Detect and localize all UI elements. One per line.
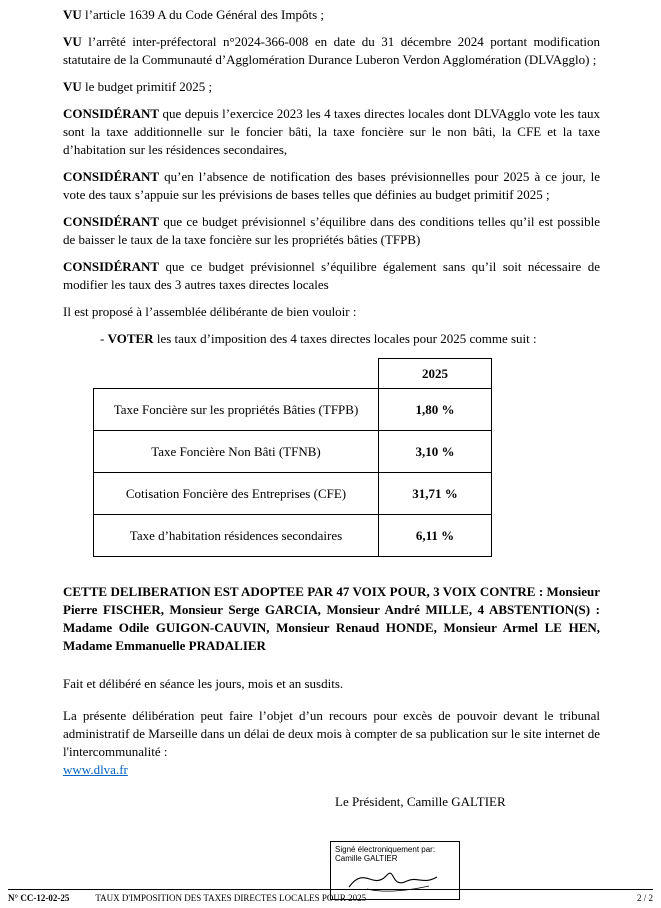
considerant-text: qu’en l’absence de notification des bases prévisionnelles pour 2025 à ce jour, le vote des taux s’appuie sur les prévisions de bases telles que définies au budget primitif 2025 ; xyxy=(63,169,600,202)
table-row xyxy=(94,515,492,557)
recours-paragraph: La présente délibération peut faire l’objet d’un recours pour excès de pouvoir devant le tribunal administratif de Marseille dans un délai de deux mois à compter de sa publication sur le site internet de l'intercommunalité : xyxy=(63,708,600,759)
proposal-line: Il est proposé à l’assemblée délibérante de bien vouloir : xyxy=(63,304,357,319)
footer-reference-number: N° CC-12-02-25 xyxy=(8,893,70,903)
considerant-paragraph-3 xyxy=(63,213,600,249)
considerant-lead: CONSIDÉRANT xyxy=(63,169,160,184)
tax-value: 3,10 % xyxy=(379,431,492,473)
vu-paragraph-2 xyxy=(63,33,600,69)
considerant-text: que ce budget prévisionnel s’équilibre dans des conditions telles qu’il est possible de baisser le taux de la taxe foncière sur les propriétés bâties (TFPB) xyxy=(63,214,600,247)
fait-line: Fait et délibéré en séance les jours, mois et an susdits. xyxy=(63,676,344,691)
tax-label: Taxe Foncière Non Bâti (TFNB) xyxy=(94,431,379,473)
voter-dash: - xyxy=(100,331,108,346)
adoption-paragraph: CETTE DELIBERATION EST ADOPTEE PAR 47 VOIX POUR, 3 VOIX CONTRE : Monsieur Pierre FISCHER, Monsieur Serge GARCIA, Monsieur André MILLE, 4 ABSTENTION(S) : Madame Odile GUIGON-CAUVIN, Monsieur Renaud HONDE, Monsieur Armel LE HEN, Madame Emmanuelle PRADALIER xyxy=(63,584,600,653)
considerant-paragraph-1 xyxy=(63,105,600,159)
table-header-spacer xyxy=(94,359,379,389)
voter-lead: VOTER xyxy=(107,331,154,346)
tax-label: Taxe d’habitation résidences secondaires xyxy=(94,515,379,557)
vu-lead: VU xyxy=(63,7,82,22)
vu-paragraph-3 xyxy=(63,78,600,96)
tax-value: 1,80 % xyxy=(379,389,492,431)
page-footer xyxy=(8,889,653,904)
vu-text: le budget primitif 2025 ; xyxy=(81,79,213,94)
tax-label: Taxe Foncière sur les propriétés Bâties (TFPB) xyxy=(94,389,379,431)
considerant-text: que depuis l’exercice 2023 les 4 taxes directes locales dont DLVAgglo vote les taux sont la taxe additionnelle sur le foncier bâti, la taxe foncière sur le non bâti, la CFE et la taxe d’habitation sur les résidences secondaires, xyxy=(63,106,600,157)
vu-text: l’arrêté inter-préfectoral n°2024-366-008 en date du 31 décembre 2024 portant modification statutaire de la Communauté d’Agglomération Durance Luberon Verdon Agglomération (DLVAgglo) ; xyxy=(63,34,600,67)
signature-name: Camille GALTIER xyxy=(335,854,398,863)
footer-page-number: 2 / 2 xyxy=(636,893,653,903)
table-row xyxy=(94,389,492,431)
tax-value: 31,71 % xyxy=(379,473,492,515)
signature-caption: Signé électroniquement par: xyxy=(335,845,436,854)
dlva-link[interactable]: www.dlva.fr xyxy=(63,762,128,777)
table-row xyxy=(94,473,492,515)
tax-label: Cotisation Foncière des Entreprises (CFE) xyxy=(94,473,379,515)
tax-rates-table xyxy=(93,358,492,557)
vu-lead: VU xyxy=(63,34,82,49)
president-line: Le Président, Camille GALTIER xyxy=(335,794,506,809)
table-header-row xyxy=(94,359,492,389)
vu-text: l’article 1639 A du Code Général des Impôts ; xyxy=(81,7,325,22)
vu-lead: VU xyxy=(63,79,82,94)
voter-text: les taux d’imposition des 4 taxes directes locales pour 2025 comme suit : xyxy=(153,331,537,346)
table-year-header: 2025 xyxy=(379,359,492,389)
tax-value: 6,11 % xyxy=(379,515,492,557)
voter-line xyxy=(63,330,600,348)
vu-paragraph-1 xyxy=(63,6,600,24)
considerant-lead: CONSIDÉRANT xyxy=(63,259,160,274)
table-row xyxy=(94,431,492,473)
recours-link-line xyxy=(63,761,600,779)
footer-document-title: TAUX D'IMPOSITION DES TAXES DIRECTES LOCALES POUR 2025 xyxy=(95,893,367,903)
considerant-lead: CONSIDÉRANT xyxy=(63,106,160,121)
considerant-paragraph-4 xyxy=(63,258,600,294)
considerant-text: que ce budget prévisionnel s’équilibre également sans qu’il soit nécessaire de modifier les taux des 3 autres taxes directes locales xyxy=(63,259,600,292)
considerant-paragraph-2 xyxy=(63,168,600,204)
considerant-lead: CONSIDÉRANT xyxy=(63,214,160,229)
